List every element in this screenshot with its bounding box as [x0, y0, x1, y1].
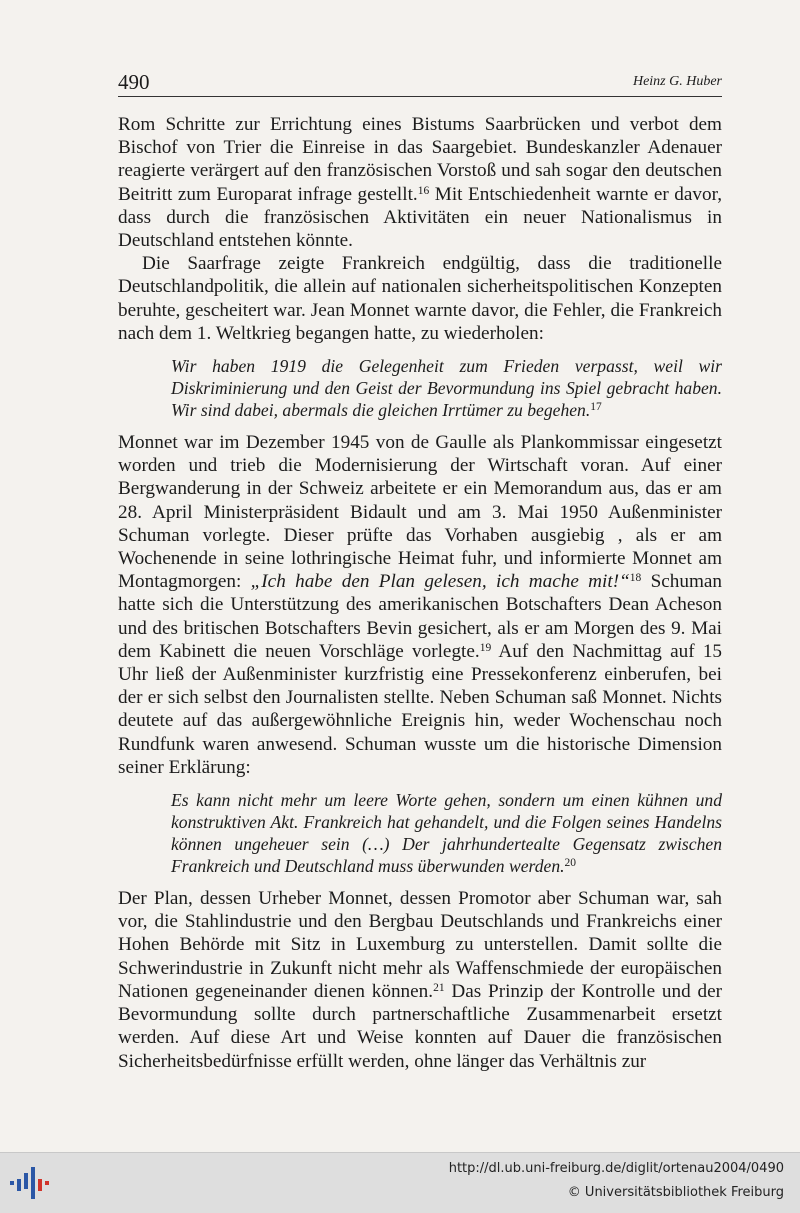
page-header: [118, 70, 722, 97]
inline-quote: „Ich habe den Plan gelesen, ich mache mit!“: [250, 571, 630, 593]
document-url-link[interactable]: http://dl.ub.uni-freiburg.de/diglit/ortenau2004/0490: [448, 1161, 784, 1176]
page-number: 490: [118, 70, 150, 94]
paragraph: Monnet war im Dezember 1945 von de Gaulle als Plankommissar eingesetzt worden und trieb die Modernisierung der Wirtschaft voran. Auf einer Bergwanderung in der Schweiz arbeitete er ein Memorandum aus, das er am 28. April Ministerpräsident Bidault und am 3. Mai 1950 Außenminister Schuman vorlegte. Dieser prüfte das Vorhaben ausgiebig , als er am Wochenende in seine lothringische Heimat fuhr, und informierte Monnet am Montagmorgen: „Ich habe den Plan gelesen, ich mache mit!“$^{18}$ Schuman hatte sich die Unterstützung des amerikanischen Botschafters Dean Acheson und des britischen Botschafters Bevin gesichert, als er am Morgen des 9. Mai dem Kabinett die neuen Vorschläge vorlegte.$^{19}$ Auf den Nachmittag auf 15 Uhr ließ der Außenminister kurzfristig eine Pressekonferenz einberufen, bei der er sich selbst den Journalisten stellte. Neben Schuman saß Monnet. Nichts deutete auf das außergewöhnliche Ereignis hin, weder Wochenschau noch Rundfunk waren anwesend. Schuman wusste um die historische Dimension seiner Erklärung:: [118, 432, 723, 778]
body-text: [118, 113, 722, 1073]
paragraph: Die Saarfrage zeigte Frankreich endgültig, dass die traditionelle Deutschlandpolitik, die allein auf nationalen sicherheitspolitischen Konzepten beruhte, gescheitert war. Jean Monnet warnte davor, die Fehler, die Frankreich nach dem 1. Weltkrieg begangen hatte, zu wiederholen:: [118, 253, 722, 344]
block-quote: Es kann nicht mehr um leere Worte gehen, sondern um einen kühnen und konstruktiven Akt. Frankreich hat gehandelt, und die Folgen seines Handelns können ungeheuer sein (…) Der jahrhundertealte Gegensatz zwischen Frankreich und Deutschland muss überwunden werden.$^{20}$: [171, 790, 722, 877]
running-head: Heinz G. Huber: [632, 74, 722, 89]
footnote-ref[interactable]: 21: [433, 981, 445, 994]
copyright-notice: © Universitätsbibliothek Freiburg: [567, 1185, 784, 1200]
footnote-ref[interactable]: 17: [590, 401, 602, 414]
ub-freiburg-logo-icon[interactable]: [10, 1167, 50, 1199]
paragraph: Der Plan, dessen Urheber Monnet, dessen Promotor aber Schuman war, sah vor, die Stahlindustrie und den Bergbau Deutschlands und Frankreichs einer Hohen Behörde mit Sitz in Luxemburg zu unterstellen. Damit sollte die Schwerindustrie in Zukunft nicht mehr als Waffenschmiede der europäischen Nationen gegeneinander dienen können.$^{21}$ Das Prinzip der Kontrolle und der Bevormundung sollte durch partnerschaftliche Zusammenarbeit ersetzt werden. Auf diese Art und Weise konnten auf Dauer die französischen Sicherheitsbedürfnisse erfüllt werden, ohne länger das Verhältnis zur: [118, 888, 723, 1072]
footnote-ref[interactable]: 18: [629, 572, 642, 585]
footnote-ref[interactable]: 20: [564, 857, 577, 870]
block-quote: Wir haben 1919 die Gelegenheit zum Frieden verpasst, weil wir Diskriminierung und den Geist der Bevormundung ins Spiel gebracht haben. Wir sind dabei, abermals die gleichen Irrtümer zu begehen.$^{17}$: [171, 356, 722, 421]
paragraph: Rom Schritte zur Errichtung eines Bistums Saarbrücken und verbot dem Bischof von Trier die Einreise in das Saargebiet. Bundeskanzler Adenauer reagierte verärgert auf den französischen Vorstoß und sah sogar den deutschen Beitritt zum Europarat infrage gestellt.$^{16}$ Mit Entschiedenheit warnte er davor, dass durch die französischen Aktivitäten ein neuer Nationalismus in Deutschland entstehen könnte.: [118, 114, 723, 252]
footnote-ref[interactable]: 19: [479, 641, 492, 654]
footnote-ref[interactable]: 16: [417, 184, 430, 197]
viewer-footer: [0, 1152, 800, 1213]
